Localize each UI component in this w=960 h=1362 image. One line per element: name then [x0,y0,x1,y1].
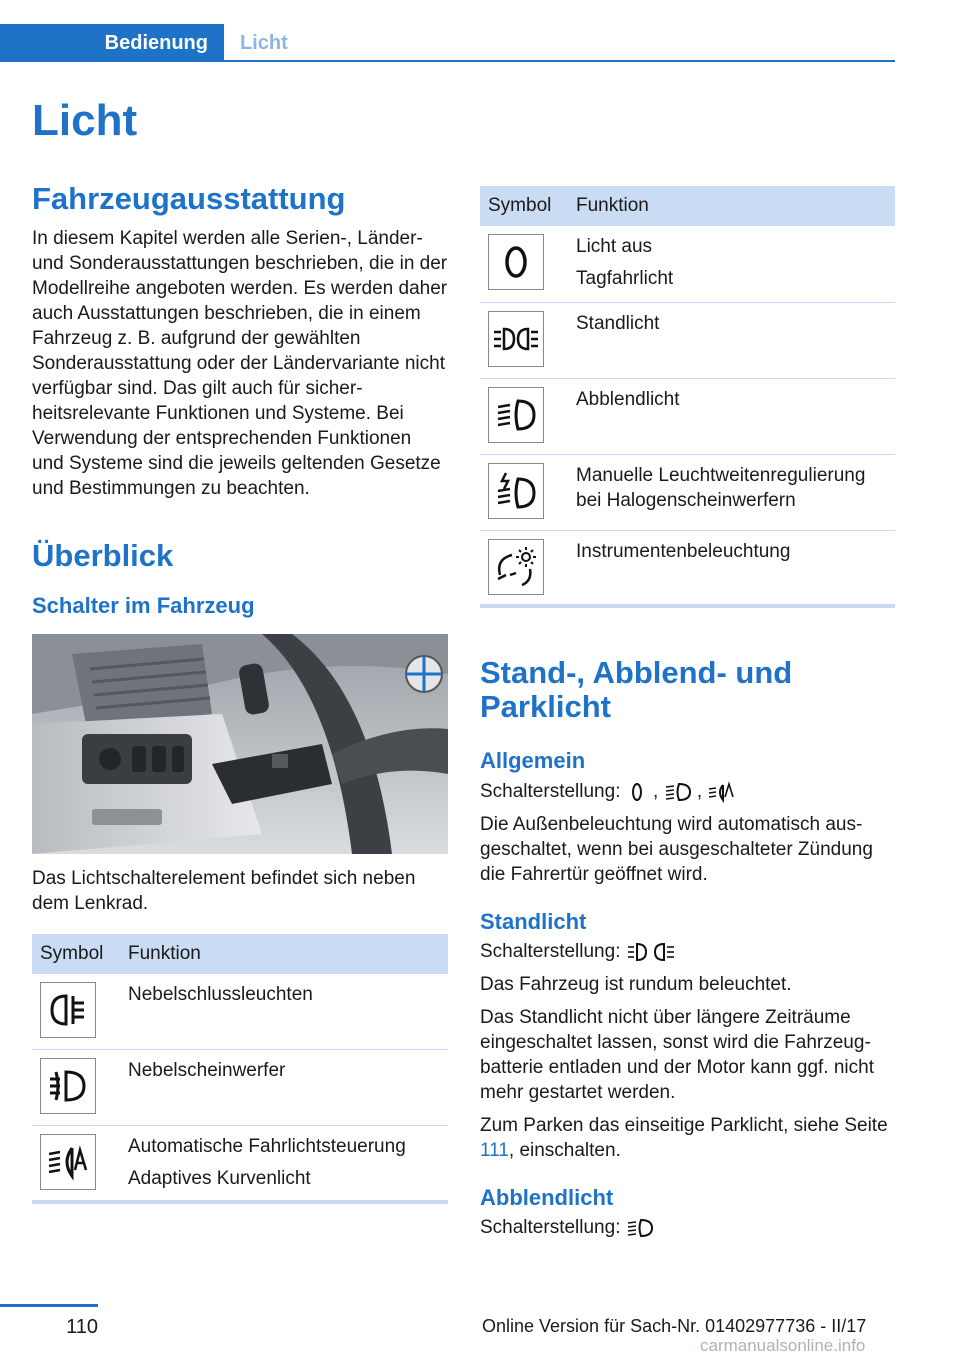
function-text: Tagfahrlicht [576,268,674,289]
tab-licht[interactable]: Licht [240,31,288,54]
table-row [32,974,448,1050]
headlight-range-icon [488,463,544,519]
standlicht-paragraph-1: Das Fahrzeug ist rundum beleuchtet. [480,973,792,995]
left-column [32,182,448,1204]
switch-position-label: Schalterstellung: [480,940,621,962]
symbol-separator: , [696,780,703,802]
function-text: Automatische Fahrlichtsteuerung [128,1136,406,1158]
subsection-title-standlicht: Standlicht [480,908,587,934]
switch-position-line-abblendlicht [480,1215,895,1240]
right-column [480,186,895,1240]
auto-headlight-icon [40,1134,96,1190]
footer-accent-line [0,1304,98,1307]
table-row [32,1050,448,1126]
low-beam-icon [664,781,692,803]
photo-caption: Das Lichtschalterelement befindet sich neben dem Lenkrad. [32,867,416,914]
function-text: Manuelle Leuchtweitenregulierung bei Halogenscheinwerfern [576,464,866,511]
col-header-symbol: Symbol [32,934,120,974]
page-link-111[interactable]: 111 [480,1139,509,1161]
function-text: Abblendlicht [576,388,680,410]
standlicht-paragraph-3 [480,1113,895,1163]
function-text: Standlicht [576,312,660,334]
low-beam-icon [488,387,544,443]
section-title-ueberblick: Überblick [32,538,174,574]
function-text: Instrumentenbeleuchtung [576,540,791,562]
page-number: 110 [66,1316,98,1338]
text-fragment: , einschalten. [508,1139,621,1161]
switch-position-label: Schalterstellung: [480,1217,621,1239]
right-symbol-table [480,186,895,608]
intro-paragraph: In diesem Kapitel werden alle Serien-, Länder- und Sonderausstattungen beschrieben, die in der Modellreihe angeboten werden. Es werden daher auch Ausstattungen beschrieben, die in einem Fahrzeug z. B. aufgrund der gewählten Sonderausstattung oder der Ländervariante nicht verfügbar sind. Das gilt auch für sicherheitsrelevante Funktionen und Systeme. Bei Verwendung der entsprechenden Funktionen und Systeme sind die jeweils geltenden Gesetze und Bestimmungen zu beachten. [32,228,448,500]
switch-position-label: Schalterstellung: [480,780,621,802]
function-text: Nebelscheinwerfer [128,1060,286,1082]
function-text: Adaptives Kurvenlicht [128,1168,311,1190]
low-beam-icon [626,1217,654,1239]
footer-note: Online Version für Sach-Nr. 01402977736 - II/17 [482,1316,867,1336]
function-text: Licht aus [576,236,653,257]
col-header-function: Funktion [568,186,895,226]
table-row [480,530,895,606]
table-row [480,302,895,378]
rear-fog-light-icon [40,982,96,1038]
watermark: carmanualsonline.info [700,1336,866,1355]
table-row [480,226,895,302]
light-off-icon [626,781,648,803]
switch-position-line-standlicht [480,939,895,964]
header-tab-bar [0,24,895,62]
auto-headlight-icon [707,781,735,803]
subsection-title-schalter: Schalter im Fahrzeug [32,593,255,619]
instrument-lighting-icon [488,539,544,595]
dashboard-illustration [32,634,448,854]
switch-position-line-allgemein [480,779,895,804]
section-title-stand-abblend-parklicht: Stand-, Abblend- und Parklicht [480,655,793,725]
subsection-title-allgemein: Allgemein [480,748,586,774]
function-text: Nebelschlussleuchten [128,983,313,1005]
tab-bedienung[interactable]: Bedienung [0,24,224,62]
front-fog-light-icon [40,1058,96,1114]
symbol-separator: , [653,780,659,802]
section-title-fahrzeugausstattung: Fahrzeugausstattung [32,181,346,216]
page-title: Licht [32,96,138,145]
allgemein-paragraph: Die Außenbeleuchtung wird automatisch ausgeschaltet, wenn bei ausgeschalteter Zündung die Fahrertür geöffnet wird. [480,813,873,885]
standlicht-paragraph-2: Das Standlicht nicht über längere Zeiträume eingeschaltet lassen, sonst wird die Fahrzeugbatterie entladen und der Motor kann ggf. nicht mehr gestartet werden. [480,1006,874,1103]
col-header-function: Funktion [120,934,448,974]
dashboard-photo [32,634,448,854]
light-off-icon [488,234,544,290]
parking-light-icon [488,311,544,367]
text-fragment: Zum Parken das einseitige Parklicht, siehe Seite [480,1114,888,1136]
subsection-title-abblendlicht: Abblendlicht [480,1184,614,1210]
table-row [480,454,895,530]
table-row [32,1126,448,1202]
col-header-symbol: Symbol [480,186,568,226]
table-row [480,378,895,454]
left-symbol-table [32,934,448,1204]
parking-light-icon [626,941,676,963]
